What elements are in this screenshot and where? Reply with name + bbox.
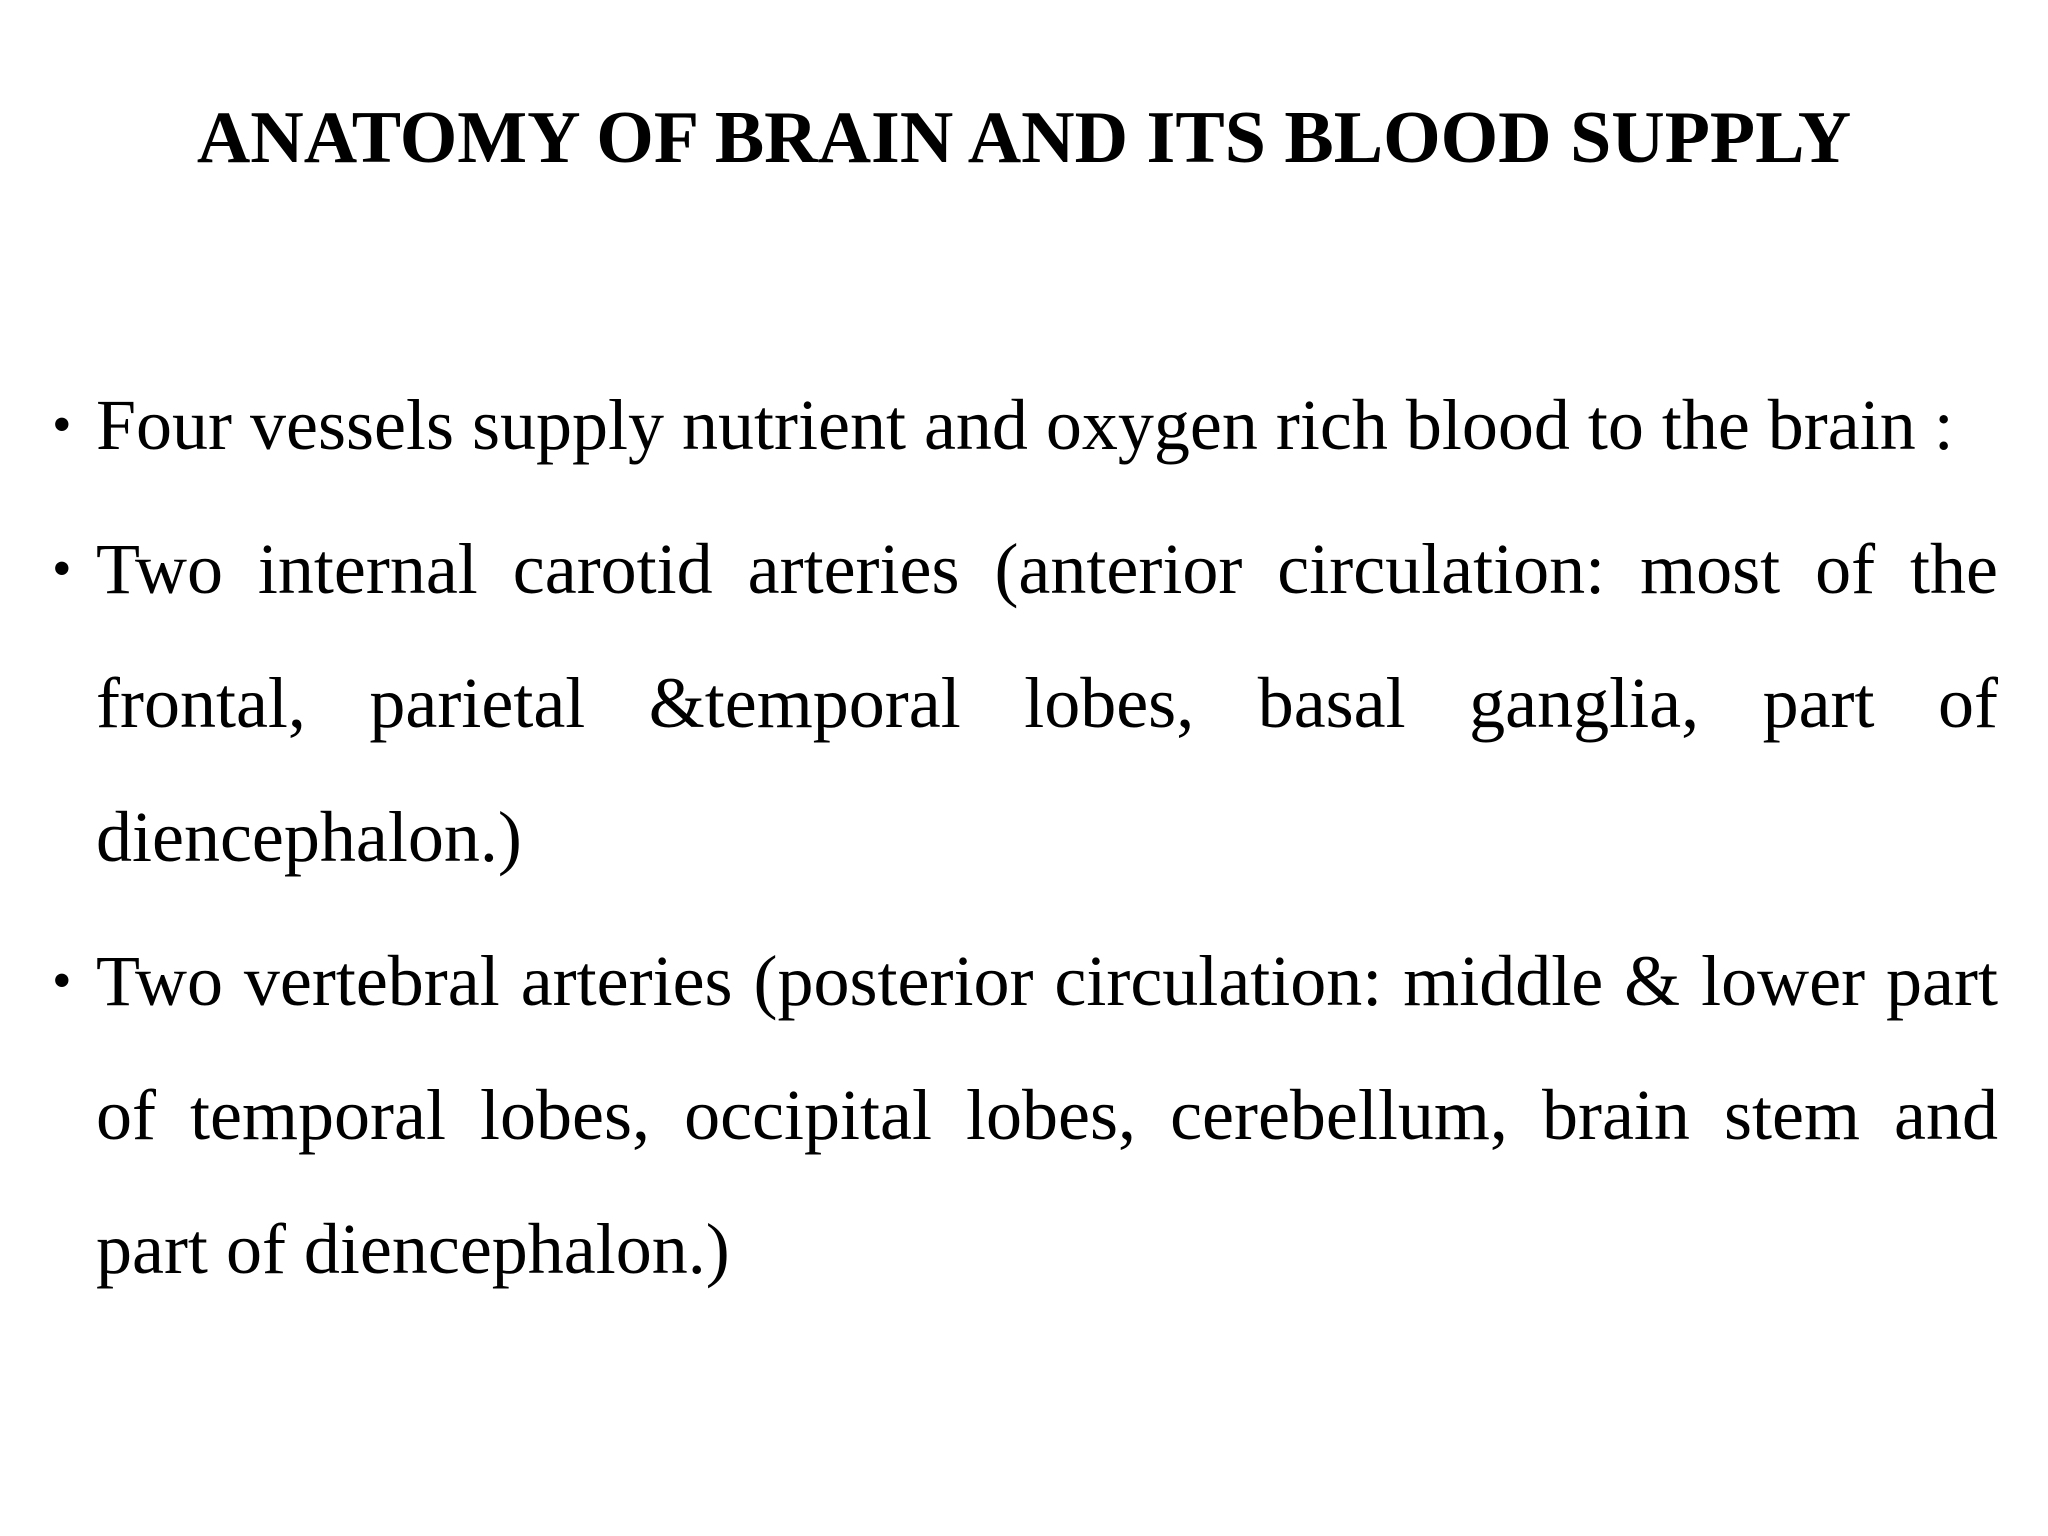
bullet-text: Two vertebral arteries (posterior circulation: middle & lower part of temporal lobes, occipital lobes, cerebellum, brain stem and part of diencephalon.) (96, 941, 1998, 1289)
bullet-text: Four vessels supply nutrient and oxygen rich blood to the brain : (96, 385, 1954, 465)
bullet-list (52, 358, 1998, 1326)
slide-title: ANATOMY OF BRAIN AND ITS BLOOD SUPPLY (196, 97, 1852, 179)
bullet-marker: • (52, 394, 72, 456)
bullet-marker: • (52, 538, 72, 600)
bullet-marker: • (52, 950, 72, 1012)
bullet-item-four-vessels (52, 358, 1998, 492)
bullet-text: Two internal carotid arteries (anterior circulation: most of the frontal, parietal &temporal lobes, basal ganglia, part of diencephalon.) (96, 529, 1998, 877)
bullet-item-vertebral (52, 914, 1998, 1316)
bullet-item-internal-carotid (52, 502, 1998, 904)
